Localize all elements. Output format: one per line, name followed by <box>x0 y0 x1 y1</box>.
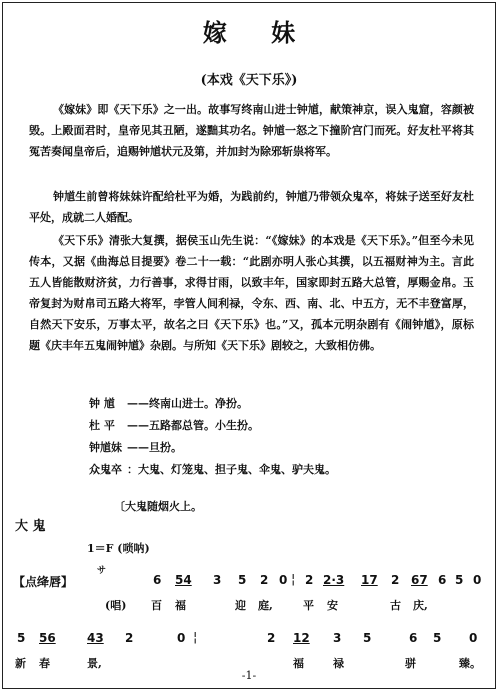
cast-row <box>89 415 336 437</box>
score-note: 0 <box>279 573 288 587</box>
intro-paragraph-3: 《天下乐》清张大复撰，据侯玉山先生说：“《嫁妹》的本戏是《天下乐》。”但至今未见传本，又据《曲海总目提要》卷二十一载：“此剧亦明人张心其撰，以五福财神为主。言此五人皆能散财济贫，力行善事，求得甘雨，以致丰年，国家即封五路大总管，厚赐金帛。玉帝复封为财帛司五路大将军，孛管人间利禄，令东、西、南、北、中五方，无不丰登富厚，自然天下安乐，万事太平，故名之曰《天下乐》也。”又，孤本元明杂剧有《闹钟馗》，原标题《庆丰年五鬼闹钟馗》杂剧。与所知《天下乐》剧较之，大致相仿佛。 <box>29 234 474 352</box>
intro-paragraph-2: 钟馗生前曾将妹妹许配给杜平为婚，为践前约，钟馗乃带领众鬼卒，将妹子送至好友杜平处，成就二人婚配。 <box>29 190 474 224</box>
cast-role: 众鬼卒 <box>89 463 122 476</box>
score-note: 5 <box>238 573 247 587</box>
score-note: 2 <box>125 631 134 645</box>
cast-desc: ——终南山进士。净扮。 <box>127 397 248 410</box>
cast-desc: ——五路都总管。小生扮。 <box>127 419 259 432</box>
lyric: 庆, <box>413 599 428 612</box>
score-note: 2 <box>305 573 314 587</box>
lyric: 平 <box>303 599 314 612</box>
score-note: 5 <box>17 631 26 645</box>
score-note: 2 <box>391 573 400 587</box>
lyric: 新 <box>15 657 26 670</box>
score-note: 2·3 <box>323 573 345 587</box>
score-note: 2 <box>260 573 269 587</box>
score-note: 54 <box>175 573 192 587</box>
score-note: 5 <box>433 631 442 645</box>
score-page <box>2 2 496 689</box>
cast-list <box>89 393 336 481</box>
key-signature: 1＝F (唢呐) <box>87 542 150 555</box>
score-note: 43 <box>87 631 104 645</box>
lyric: 安 <box>327 599 338 612</box>
score-note: 3 <box>213 573 222 587</box>
score-note: 0 <box>177 631 186 645</box>
score-note: 56 <box>39 631 56 645</box>
tune-label: 【点绛唇】 <box>13 575 74 589</box>
score-note: 6 <box>409 631 418 645</box>
lyric: 禄 <box>333 657 344 670</box>
score-note: 3 <box>333 631 342 645</box>
page-title: 嫁 妹 <box>202 18 314 47</box>
lyric: 臻。 <box>459 657 481 670</box>
lyric: 迎 <box>235 599 246 612</box>
cast-row <box>89 459 336 481</box>
page-number: -1- <box>241 669 257 682</box>
score-note: 12 <box>293 631 310 645</box>
lyric: 福 <box>175 599 186 612</box>
intro-paragraph-1: 《嫁妹》即《天下乐》之一出。故事写终南山进士钟馗，献策神京，误入鬼窟，容颜被毁。上殿面君时，皇帝见其丑陋，遂黜其功名。钟馗一怒之下撞阶宫门而死。好友杜平将其冤苦奏闻皇帝后，追赐钟馗状元及第，并加封为除邪斩祟将军。 <box>29 103 474 158</box>
lyric: 庭, <box>258 599 273 612</box>
cast-role: 钟馗妹 <box>89 441 122 454</box>
stage-direction: 〔大鬼随烟火上。 <box>114 500 202 513</box>
score-note: 2 <box>267 631 276 645</box>
lyric: 春 <box>39 657 50 670</box>
lyric: 骈 <box>405 657 416 670</box>
score-note: 5 <box>455 573 464 587</box>
score-note: 0 <box>473 573 482 587</box>
score-note: 6 <box>153 573 162 587</box>
cast-role: 杜 平 <box>89 419 115 432</box>
lyric: 百 <box>151 599 162 612</box>
score-note: 5 <box>363 631 372 645</box>
bar-line: ¦ <box>193 630 198 645</box>
lyric: 福 <box>293 657 304 670</box>
score-note: 67 <box>411 573 428 587</box>
score-note: 17 <box>361 573 378 587</box>
cast-row <box>89 393 336 415</box>
score-note: 0 <box>469 631 478 645</box>
lyric: 古 <box>390 599 401 612</box>
cast-role: 钟 馗 <box>89 397 115 410</box>
lyric: (唱) <box>105 599 127 612</box>
speaker-label: 大 鬼 <box>15 519 46 534</box>
lyric: 景, <box>87 657 102 670</box>
free-meter-mark: サ <box>97 566 107 576</box>
cast-row <box>89 437 336 459</box>
score-note: 6 <box>438 573 447 587</box>
bar-line: ¦ <box>291 572 296 587</box>
cast-desc: ——旦扮。 <box>127 441 182 454</box>
page-subtitle: (本戏《天下乐》) <box>200 73 298 88</box>
cast-desc: ：大鬼、灯笼鬼、担子鬼、伞鬼、驴夫鬼。 <box>127 463 336 476</box>
